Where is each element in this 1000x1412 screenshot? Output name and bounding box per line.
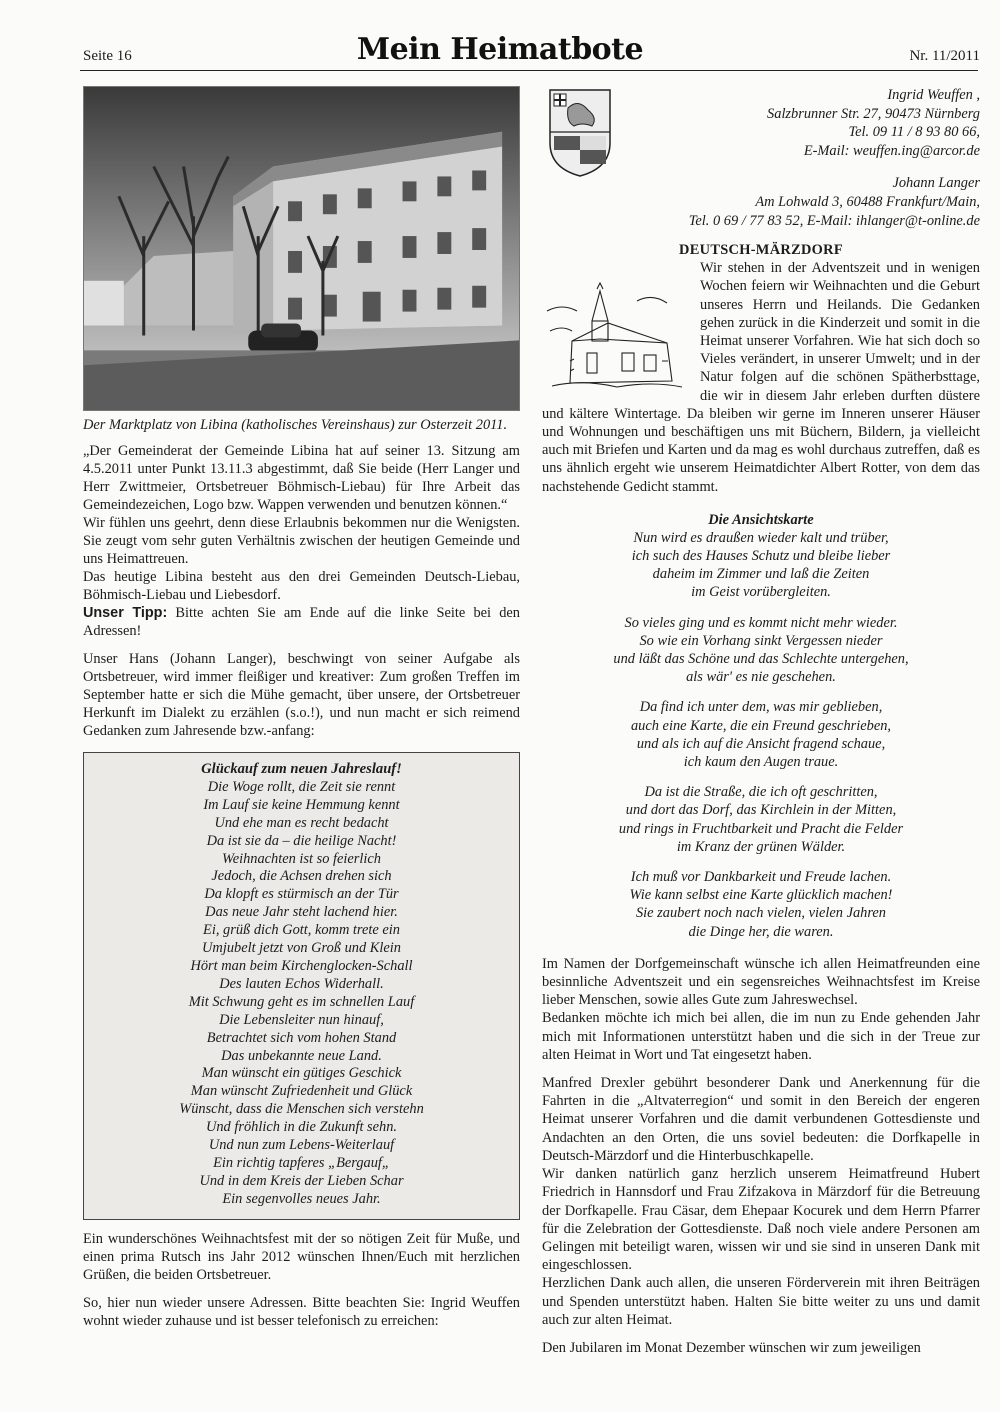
address-line: Ingrid Weuffen , (887, 87, 980, 103)
poem-line: Und in dem Kreis der Lieben Schar (199, 1172, 404, 1189)
stanza-line: und läßt das Schöne und das Schlechte untergehen, (613, 651, 909, 668)
coat-of-arms-icon (548, 88, 612, 178)
poem-line: Man wünscht Zufriedenheit und Glück (190, 1083, 413, 1100)
stanza-line: und rings in Fruchtbarkeit und Pracht die Felder (618, 820, 904, 837)
right-column (542, 86, 980, 1357)
poem-line: Wünscht, dass die Menschen sich verstehn (179, 1101, 424, 1118)
poem-lines (84, 779, 519, 1209)
poem-line: Die Woge rollt, die Zeit sie rennt (207, 778, 396, 795)
chapel-drawing-icon (542, 281, 692, 396)
stanza-line: und als ich auf die Ansicht fragend schaue, (636, 735, 886, 752)
stanza-line: Nun wird es draußen wieder kalt und trüber, (633, 529, 889, 546)
poem-line: Und nun zum Lebens-Weiterlauf (208, 1137, 395, 1154)
poem-line: Des lauten Echos Widerhall. (219, 975, 384, 992)
stanza-line: Sie zaubert noch nach vielen, vielen Jahren (635, 905, 887, 922)
poem-line: Ein richtig tapferes „Bergauf„ (213, 1154, 390, 1171)
stanza-line: So vieles ging und es kommt nicht mehr wieder. (624, 614, 898, 631)
poem-line: Weihnachten ist so feierlich (222, 850, 381, 867)
stanza-line: auch eine Karte, die ein Freund geschrieben, (630, 717, 892, 734)
poem-line: Da ist sie da – die heilige Nacht! (206, 832, 397, 849)
photo-caption: Der Marktplatz von Libina (katholisches Vereinshaus) zur Osterzeit 2011. (83, 417, 508, 433)
address-block-langer (542, 174, 980, 230)
stanza-line: im Kranz der grünen Wälder. (676, 838, 846, 855)
poem-line: Da klopft es stürmisch an der Tür (204, 886, 399, 903)
stanza-line: Ich muß vor Dankbarkeit und Freude lachen. (630, 869, 892, 886)
paragraph: Unser Hans (Johann Langer), beschwingt von seiner Aufgabe als Ortsbetreuer, wird immer fleißiger und kreativer: Zum großen Treffen im September hatte er sich die Mühe gemacht, über unsere, der Ortsbetreuer Herkunft im Dialekt zu erzählen (s.o.!), und nun macht er sich reimend Gedanken zum Jahresende bzw.-anfang: (83, 651, 520, 739)
paragraph: So, hier nun wieder unsere Adressen. Bitte beachten Sie: Ingrid Weuffen wohnt wieder zuhause und ist besser telefonisch zu erreichen: (83, 1294, 520, 1329)
paragraph: Wir fühlen uns geehrt, denn diese Erlaubnis bekommen nur die Wenigsten. Sie zeugt vom sehr guten Verhältnis zwischen der heutigen Gemeinde und uns Heimattreuen. (83, 515, 520, 567)
poem-line: Und fröhlich in die Zukunft sehn. (205, 1119, 398, 1136)
poem-stanzas (542, 529, 980, 941)
paragraph: Den Jubilaren im Monat Dezember wünschen wir zum jeweiligen (542, 1339, 921, 1356)
stanza-line: und dort das Dorf, das Kirchlein in der Mitten, (625, 802, 897, 819)
poem-line: Umjubelt jetzt von Groß und Klein (202, 940, 401, 957)
paragraph: „Der Gemeinderat der Gemeinde Libina hat auf seiner 13. Sitzung am 4.5.2011 unter Punkt 13.11.3 abgestimmt, daß Sie beide (Herr Langer und Herr Zwittmeier, Ortsbetreuer Böhmisch-Liebau) für Ihre Arbeit das Gemeindezeichen, Logo bzw. Wappen verwenden und benutzen können.“ (83, 443, 520, 513)
poem-line: Mit Schwung geht es im schnellen Lauf (188, 993, 415, 1010)
intro-paragraph: Wir stehen in der Adventszeit und in wenigen Wochen feiern wir Weihnachten und die Geburt unseres Herrn und Heilands. Die Gedanken gehen zurück in die Kinderzeit und somit in die Heimat unserer Vorfahren. Wie hat sich doch so Vieles verändert, in unserer Umwelt; und in der Natur folgen auf die schönen Spätherbsttage, die wir in diesem Jahr erleben durften düstere und kältere Wintertage. Da bleiben wir gerne im Inneren unserer Häuser und Wohnungen und beschäftigen uns mit Büchern, Bildern, ja vielleicht auch mit Briefen und Karten und da mag es wohl durchaus zutreffen, daß es uns ähnlich ergeht wie unserem Heimatdichter Albert Rotter, von dem das nachstehende Gedicht stammt. (542, 260, 980, 495)
poem-box (83, 752, 520, 1220)
poem-line: Das neue Jahr steht lachend hier. (205, 904, 398, 921)
stanza-line: ich such des Hauses Schutz und bleibe lieber (631, 548, 891, 564)
poem-title: Die Ansichtskarte (708, 511, 814, 528)
paragraph: Herzlichen Dank auch allen, die unseren Förderverein mit ihren Beiträgen und Spenden unterstützt haben. Halten Sie bitte weiter zu uns und damit auch zur alten Heimat. (542, 1275, 980, 1328)
stanza-line: die Dinge her, die waren. (688, 923, 834, 940)
issue-number: Nr. 11/2011 (909, 48, 980, 64)
paragraph: Ein wunderschönes Weihnachtsfest mit der so nötigen Zeit für Muße, und einen prima Rutsch ins Jahr 2012 wünschen Ihnen/Euch mit herzlichen Grüßen, die beiden Ortsbetreuer. (83, 1230, 520, 1283)
address-line: Johann Langer (892, 175, 980, 192)
paragraph: Manfred Drexler gebührt besonderer Dank und Anerkennung für die Fahrten in die „Altvaterregion“ und somit in den Bereich der engeren Heimat unserer Vorfahren und die damit verbundenen Gottesdienste und Andachten an den Orten, die uns soviel bedeuten: die Dorfkapelle in Deutsch-Märzdorf und die Hinterbuschkapelle. (542, 1075, 980, 1164)
address-line: Salzbrunner Str. 27, 90473 Nürnberg (767, 105, 980, 122)
stanza (542, 783, 980, 856)
address-line: Am Lohwald 3, 60488 Frankfurt/Main, (755, 193, 980, 210)
poem-line: Ei, grüß dich Gott, komm trete ein (203, 922, 400, 939)
marketplace-photo (83, 86, 520, 411)
address-line: E-Mail: weuffen.ing@arcor.de (803, 142, 980, 159)
poem-line: Hört man beim Kirchenglocken-Schall (190, 957, 413, 974)
stanza (542, 868, 980, 941)
stanza-line: Da find ich unter dem, was mir geblieben, (639, 699, 883, 716)
header-rule (80, 70, 978, 71)
poem-line: Und ehe man es recht bedacht (214, 814, 389, 831)
intro-block (542, 259, 980, 496)
section-title: DEUTSCH-MÄRZDORF (679, 242, 843, 259)
stanza-line: Da ist die Straße, die ich oft geschritten, (644, 784, 878, 801)
poem-line: Im Lauf sie keine Hemmung kennt (203, 796, 400, 813)
stanza-line: So wie ein Vorhang sinkt Vergessen nieder (639, 632, 883, 649)
tip-paragraph (83, 604, 520, 640)
poem-line: Jedoch, die Achsen drehen sich (211, 868, 392, 885)
stanza (542, 698, 980, 771)
poem-title: Glückauf zum neuen Jahreslauf! (201, 761, 402, 777)
poem-line: Betrachtet sich vom hohen Stand (206, 1029, 397, 1046)
stanza (542, 529, 980, 602)
address-line: Tel. 0 69 / 77 83 52, E-Mail: ihlanger@t-online.de (688, 212, 980, 229)
stanza (542, 614, 980, 687)
poem-line: Man wünscht ein gütiges Geschick (201, 1065, 402, 1082)
address-line: Tel. 09 11 / 8 93 80 66, (848, 124, 980, 141)
paragraph: Im Namen der Dorfgemeinschaft wünsche ich allen Heimatfreunden eine besinnliche Adventszeit und ein segensreiches Weihnachtsfest im Kreise lieber Menschen, sowie alles Gute zum Jahreswechsel. (542, 955, 980, 1009)
tip-text: Bitte achten Sie am Ende auf die linke Seite bei den Adressen! (83, 605, 520, 639)
paragraph: Wir danken natürlich ganz herzlich unserem Heimatfreund Hubert Friedrich in Hannsdorf und Frau Zifzakova in Märzdorf für die Betreuung der Dorfkapelle. Frau Cäsar, dem Ehepaar Kocurek und dem Herrn Pfarrer für die Zelebration der Gottesdienste. Daß noch viele andere Personen am Gelingen mit beteiligt waren, wissen wir und sie sind in unseren Dank mit eingeschlossen. (542, 1166, 980, 1274)
poem-line: Die Lebensleiter nun hinauf, (219, 1011, 384, 1028)
tip-label: Unser Tipp: (83, 605, 168, 621)
stanza-line: als wär' es nie geschehen. (686, 669, 836, 686)
poem-line: Das unbekannte neue Land. (221, 1047, 382, 1064)
stanza-line: Wie kann selbst eine Karte glücklich machen! (629, 887, 893, 904)
stanza-line: ich kaum den Augen traue. (683, 754, 839, 771)
stanza-line: im Geist vorübergleiten. (691, 584, 831, 601)
paragraph: Bedanken möchte ich mich bei allen, die im nun zu Ende gehenden Jahr mich mit Informationen unterstützt haben und die sich in der Treue zur alten Heimat in Wort und Tat eingesetzt haben. (542, 1010, 980, 1063)
masthead: Mein Heimatbote (356, 32, 644, 67)
stanza-line: daheim im Zimmer und laß die Zeiten (652, 566, 870, 583)
page-number: Seite 16 (83, 48, 132, 64)
paragraph: Das heutige Libina besteht aus den drei Gemeinden Deutsch-Liebau, Böhmisch-Liebau und Liebesdorf. (83, 569, 520, 603)
left-column (83, 86, 520, 1330)
poem-line: Ein segenvolles neues Jahr. (222, 1190, 381, 1207)
